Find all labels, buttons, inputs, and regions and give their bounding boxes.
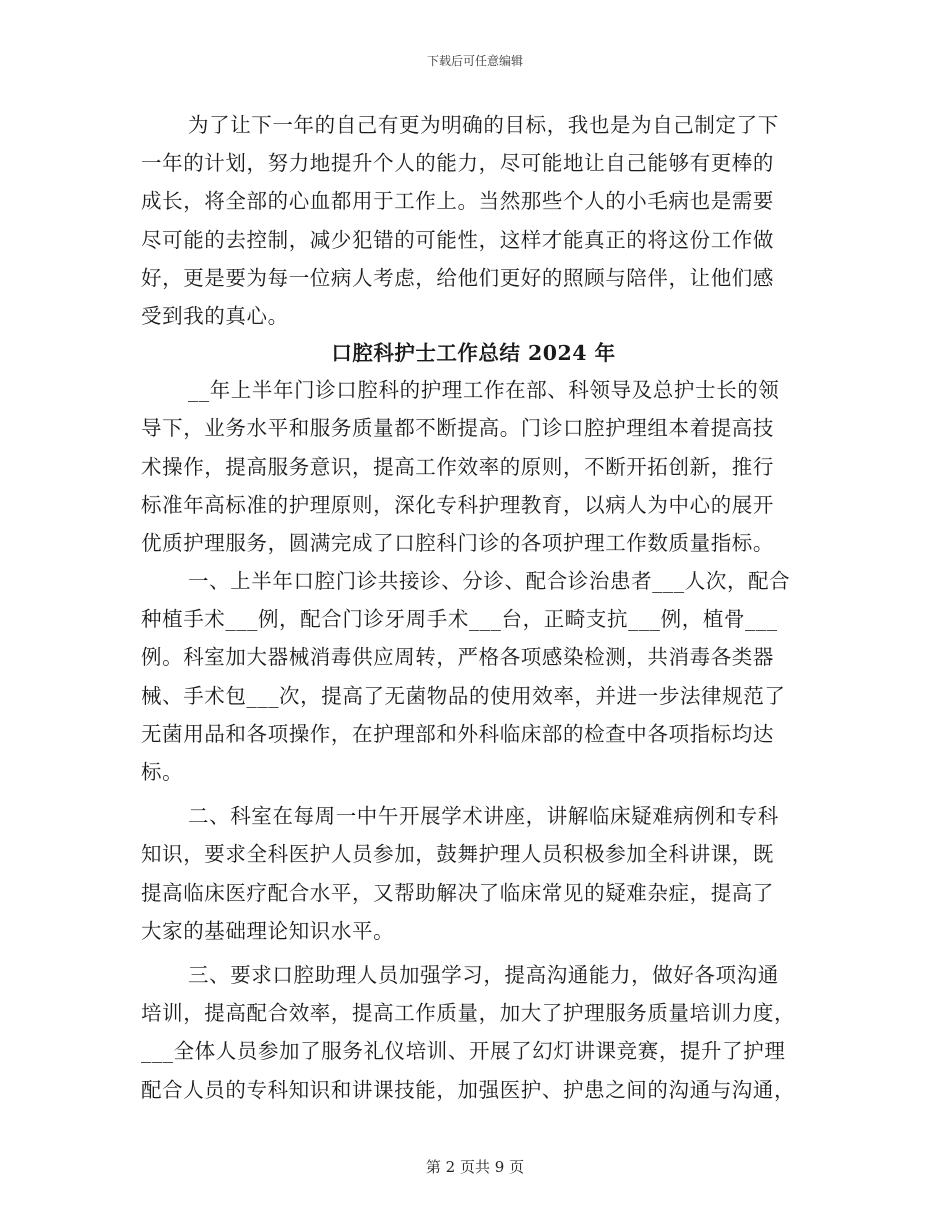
text-line: __年上半年门诊口腔科的护理工作在部、科领导及总护士长的领 (188, 378, 780, 403)
text-line: 导下，业务水平和服务质量都不断提高。门诊口腔护理组本着提高技 (141, 416, 774, 441)
text-line: 知识，要求全科医护人员参加，鼓舞护理人员积极参加全科讲课，既 (141, 842, 774, 867)
text-line: ___全体人员参加了服务礼仪培训、开展了幻灯讲课竞赛，提升了护理 (141, 1039, 786, 1064)
page-header: 下载后可任意编辑 (426, 54, 523, 68)
text-line: 培训，提高配合效率，提高工作质量，加大了护理服务质量培训力度， (141, 1001, 796, 1026)
text-line: 标。 (141, 760, 184, 784)
section-title: 口腔科护士工作总结 2024 年 (331, 341, 616, 366)
text-line: 械、手术包___次，提高了无菌物品的使用效率，并进一步法律规范了 (141, 683, 786, 708)
text-line: 二、科室在每周一中午开展学术讲座，讲解临床疑难病例和专科 (188, 804, 779, 829)
text-line: 三、要求口腔助理人员加强学习，提高沟通能力，做好各项沟通 (188, 962, 779, 987)
text-line: 配合人员的专科知识和讲课技能，加强医护、护患之间的沟通与沟通， (141, 1077, 796, 1102)
text-line: 尽可能的去控制，减少犯错的可能性，这样才能真正的将这份工作做 (141, 227, 774, 252)
text-line: 大家的基础理论知识水平。 (141, 918, 395, 943)
text-line: 为了让下一年的自己有更为明确的目标，我也是为自己制定了下 (188, 113, 779, 137)
paragraph-plan (141, 106, 806, 335)
paragraph-item-two (141, 797, 806, 950)
text-line: 成长，将全部的心血都用于工作上。当然那些个人的小毛病也是需要 (141, 189, 774, 214)
text-line: 一年的计划，努力地提升个人的能力，尽可能地让自己能够有更棒的 (141, 151, 774, 176)
document-body (141, 106, 806, 1109)
text-line: 一、上半年口腔门诊共接诊、分诊、配合诊治患者___人次，配合 (188, 569, 791, 594)
text-line: 标准年高标准的护理原则，深化专科护理教育，以病人为中心的展开 (141, 492, 774, 517)
text-line: 种植手术___例，配合门诊牙周手术___台，正畸支抗___例，植骨___ (141, 607, 778, 632)
paragraph-intro (141, 371, 806, 562)
text-line: 术操作，提高服务意识，提高工作效率的原则，不断开拓创新，推行 (141, 454, 774, 479)
text-line: 好，更是要为每一位病人考虑，给他们更好的照顾与陪伴，让他们感 (141, 265, 774, 290)
page-footer: 第 2 页共 9 页 (425, 1158, 525, 1176)
text-line: 优质护理服务，圆满完成了口腔科门诊的各项护理工作数质量指标。 (141, 530, 774, 555)
text-line: 受到我的真心。 (141, 303, 289, 328)
paragraph-item-three (141, 956, 806, 1109)
text-line: 例。科室加大器械消毒供应周转，严格各项感染检测，共消毒各类器 (141, 645, 774, 670)
paragraph-item-one (141, 562, 806, 791)
text-line: 无菌用品和各项操作，在护理部和外科临床部的检查中各项指标均达 (141, 721, 774, 746)
text-line: 提高临床医疗配合水平，又帮助解决了临床常见的疑难杂症，提高了 (141, 880, 774, 905)
